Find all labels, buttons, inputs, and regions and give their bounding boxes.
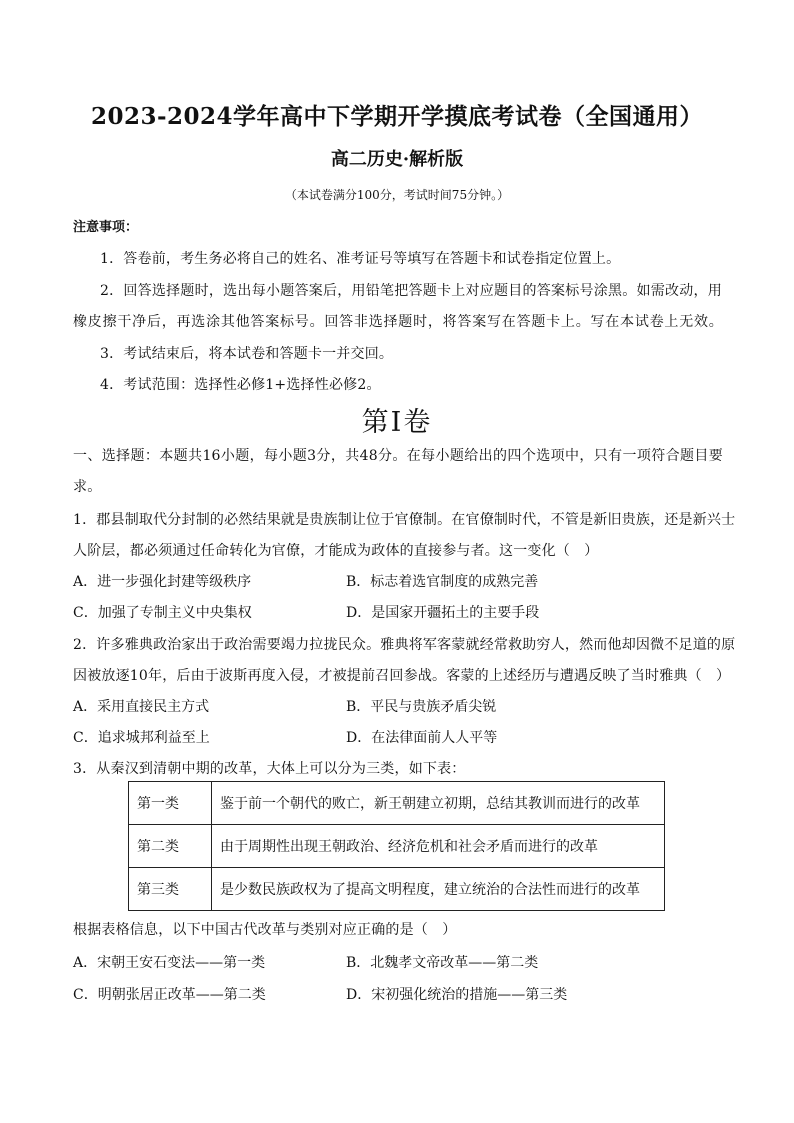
volume-title: 第Ⅰ卷 xyxy=(361,407,433,438)
q2-stem-line-2: 因被放逐10年，后由于波斯再度入侵，才被提前召回参战。客蒙的上述经历与遭遇反映了当时雅典（ ） xyxy=(73,668,731,684)
notice-heading: 注意事项： xyxy=(73,220,139,235)
q1-option-d: D．是国家开疆拓土的主要手段 xyxy=(346,605,540,621)
score-note: （本试卷满分100分，考试时间75分钟。） xyxy=(284,188,510,202)
exam-title: 2023-2024学年高中下学期开学摸底考试卷（全国通用） xyxy=(90,103,704,130)
q2-stem-line-1: 2．许多雅典政治家出于政治需要竭力拉拢民众。雅典将军客蒙就经常救助穷人，然而他却因微不足道的原 xyxy=(73,637,736,653)
q1-option-c: C．加强了专制主义中央集权 xyxy=(73,605,252,621)
section-instruction-line-2: 求。 xyxy=(73,479,102,495)
reform-category-table xyxy=(128,781,665,911)
notice-item-2-line-2: 橡皮擦干净后，再选涂其他答案标号。回答非选择题时，将答案写在答题卡上。写在本试卷上无效。 xyxy=(73,314,723,330)
q1-stem-line-2: 人阶层，都必须通过任命转化为官僚，才能成为政体的直接参与者。这一变化（ ） xyxy=(73,543,599,559)
q2-option-d: D．在法律面前人人平等 xyxy=(346,730,498,746)
notice-item-2-line-1: 2．回答选择题时，选出每小题答案后，用铅笔把答题卡上对应题目的答案标号涂黑。如需改动，用 xyxy=(100,283,722,299)
table-row xyxy=(129,825,665,868)
q1-option-a: A．进一步强化封建等级秩序 xyxy=(73,574,252,590)
table-row xyxy=(129,782,665,825)
table-cell-category: 第三类 xyxy=(129,868,212,911)
q3-option-a: A．宋朝王安石变法——第一类 xyxy=(73,955,266,971)
notice-item-1: 1．答卷前，考生务必将自己的姓名、准考证号等填写在答题卡和试卷指定位置上。 xyxy=(100,251,621,267)
q3-option-b: B．北魏孝文帝改革——第二类 xyxy=(346,955,539,971)
notice-item-4: 4．考试范围：选择性必修1+选择性必修2。 xyxy=(100,377,381,393)
q3-question: 根据表格信息，以下中国古代改革与类别对应正确的是（ ） xyxy=(73,922,457,938)
q1-stem-line-1: 1．郡县制取代分封制的必然结果就是贵族制让位于官僚制。在官僚制时代，不管是新旧贵族，还是新兴士 xyxy=(73,512,736,528)
notice-item-3: 3．考试结束后，将本试卷和答题卡一并交回。 xyxy=(100,346,394,362)
q2-option-b: B．平民与贵族矛盾尖锐 xyxy=(346,699,497,715)
exam-subtitle: 高二历史·解析版 xyxy=(330,149,464,170)
table-cell-category: 第一类 xyxy=(129,782,212,825)
section-instruction-line-1: 一、选择题：本题共16小题，每小题3分，共48分。在每小题给出的四个选项中，只有一项符合题目要 xyxy=(73,448,723,464)
q1-option-b: B．标志着选官制度的成熟完善 xyxy=(346,574,539,590)
table-cell-description: 由于周期性出现王朝政治、经济危机和社会矛盾而进行的改革 xyxy=(212,825,665,868)
table-cell-description: 鉴于前一个朝代的败亡，新王朝建立初期，总结其教训而进行的改革 xyxy=(212,782,665,825)
table-cell-category: 第二类 xyxy=(129,825,212,868)
q3-option-c: C．明朝张居正改革——第二类 xyxy=(73,987,266,1003)
q2-option-a: A．采用直接民主方式 xyxy=(73,699,210,715)
table-row xyxy=(129,868,665,911)
q3-option-d: D．宋初强化统治的措施——第三类 xyxy=(346,987,568,1003)
table-cell-description: 是少数民族政权为了提高文明程度，建立统治的合法性而进行的改革 xyxy=(212,868,665,911)
q2-option-c: C．追求城邦利益至上 xyxy=(73,730,210,746)
q3-stem: 3．从秦汉到清朝中期的改革，大体上可以分为三类，如下表： xyxy=(73,761,466,777)
